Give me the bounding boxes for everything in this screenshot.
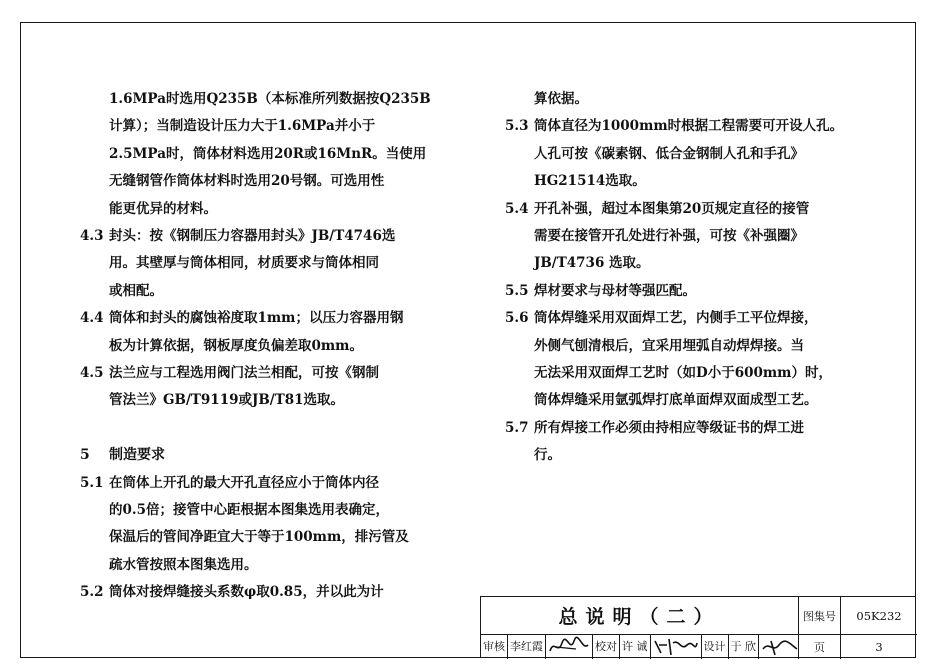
text-line: 无法采用双面焊工艺时（如D小于600mm）时， — [534, 365, 832, 382]
signature-row — [481, 635, 799, 659]
clause-5-6 — [505, 305, 875, 332]
text-line: 能更优异的材料。 — [109, 200, 217, 217]
clause-5-3 — [505, 113, 875, 140]
section-number: 5 — [80, 447, 90, 464]
text-line: 管法兰》GB/T9119或JB/T81选取。 — [109, 392, 345, 409]
text-line: 保温后的管间净距宜大于等于100mm，排污管及 — [109, 529, 409, 546]
text-line: JB/T4736 选取。 — [534, 255, 650, 272]
audit-signature — [546, 635, 593, 659]
left-column — [80, 86, 460, 607]
page-number: 3 — [875, 640, 883, 654]
clause-text: 筒体焊缝采用双面焊工艺，内侧手工平位焊接， — [534, 310, 818, 327]
text-line: HG21514选取。 — [534, 173, 646, 190]
clause-number: 5.1 — [80, 474, 104, 491]
drawing-title: 总说明（二） — [481, 597, 799, 635]
clause-4-3 — [80, 223, 460, 250]
text-line: 人孔可按《碳素钢、低合金钢制人孔和手孔》 — [534, 145, 804, 162]
check-label: 校对 — [593, 635, 620, 659]
text-line: 无缝钢管作筒体材料时选用20号钢。可选用性 — [109, 173, 385, 190]
text-line: 外侧气刨清根后，宜采用埋弧自动焊焊接。当 — [534, 337, 804, 354]
clause-5-7 — [505, 415, 875, 442]
design-label: 设计 — [702, 635, 729, 659]
clause-number: 5.6 — [505, 310, 529, 327]
right-column — [505, 86, 875, 470]
section-title: 制造要求 — [109, 447, 165, 464]
clause-text: 法兰应与工程选用阀门法兰相配，可按《钢制 — [109, 365, 379, 382]
atlas-number-label: 图集号 — [799, 597, 841, 635]
clause-text: 开孔补强，超过本图集第20页规定直径的接管 — [534, 200, 810, 217]
clause-text: 焊材要求与母材等强匹配。 — [534, 282, 696, 299]
design-name: 于 欣 — [729, 635, 760, 659]
design-signature — [759, 635, 801, 659]
clause-text: 筒体直径为1000mm时根据工程需要可开设人孔。 — [534, 118, 844, 135]
text-line: 疏水管按照本图集选用。 — [109, 556, 258, 573]
section-heading — [80, 442, 460, 469]
clause-text: 筒体和封头的腐蚀裕度取1mm；以压力容器用钢 — [109, 310, 404, 327]
clause-5-2 — [80, 579, 460, 606]
clause-4-5 — [80, 360, 460, 387]
audit-label: 审核 — [481, 635, 508, 659]
title-block — [480, 596, 916, 658]
atlas-number: 05K232 — [841, 597, 917, 635]
clause-number: 5.3 — [505, 118, 529, 135]
text-line: 板为计算依据，钢板厚度负偏差取0mm。 — [109, 337, 363, 354]
text-line: 需要在接管开孔处进行补强，可按《补强圈》 — [534, 228, 804, 245]
clause-text: 在筒体上开孔的最大开孔直径应小于筒体内径 — [109, 474, 379, 491]
clause-number: 4.4 — [80, 310, 104, 327]
clause-number: 5.5 — [505, 282, 529, 299]
clause-number: 5.4 — [505, 200, 529, 217]
clause-text: 封头：按《钢制压力容器用封头》JB/T4746选 — [109, 228, 396, 245]
check-name: 许 诚 — [620, 635, 651, 659]
page-label: 页 — [799, 635, 841, 659]
clause-4-4 — [80, 305, 460, 332]
clause-5-5 — [505, 278, 875, 305]
text-line: 筒体焊缝采用氩弧焊打底单面焊双面成型工艺。 — [534, 392, 818, 409]
text-line: 计算）；当制造设计压力大于1.6MPa并小于 — [109, 118, 376, 135]
text-line: 算依据。 — [534, 91, 588, 107]
clause-number: 4.5 — [80, 365, 104, 382]
text-line: 的0.5倍；接管中心距根据本图集选用表确定， — [109, 502, 389, 519]
clause-number: 4.3 — [80, 228, 104, 245]
audit-name: 李红霞 — [508, 635, 546, 659]
clause-number: 5.7 — [505, 419, 529, 436]
clause-5-1 — [80, 470, 460, 497]
text-line: 行。 — [534, 447, 561, 464]
clause-text: 所有焊接工作必须由持相应等级证书的焊工进 — [534, 419, 804, 436]
text-line: 2.5MPa时，筒体材料选用20R或16MnR。当使用 — [109, 145, 427, 162]
text-line: 或相配。 — [109, 282, 163, 299]
clause-5-4 — [505, 196, 875, 223]
clause-number: 5.2 — [80, 584, 104, 601]
text-line: 1.6MPa时选用Q235B（本标准所列数据按Q235B — [109, 91, 431, 107]
text-line: 用。其壁厚与筒体相同，材质要求与筒体相同 — [109, 255, 379, 272]
check-signature — [651, 635, 702, 659]
clause-text: 筒体对接焊缝接头系数φ取0.85，并以此为计 — [109, 584, 384, 601]
